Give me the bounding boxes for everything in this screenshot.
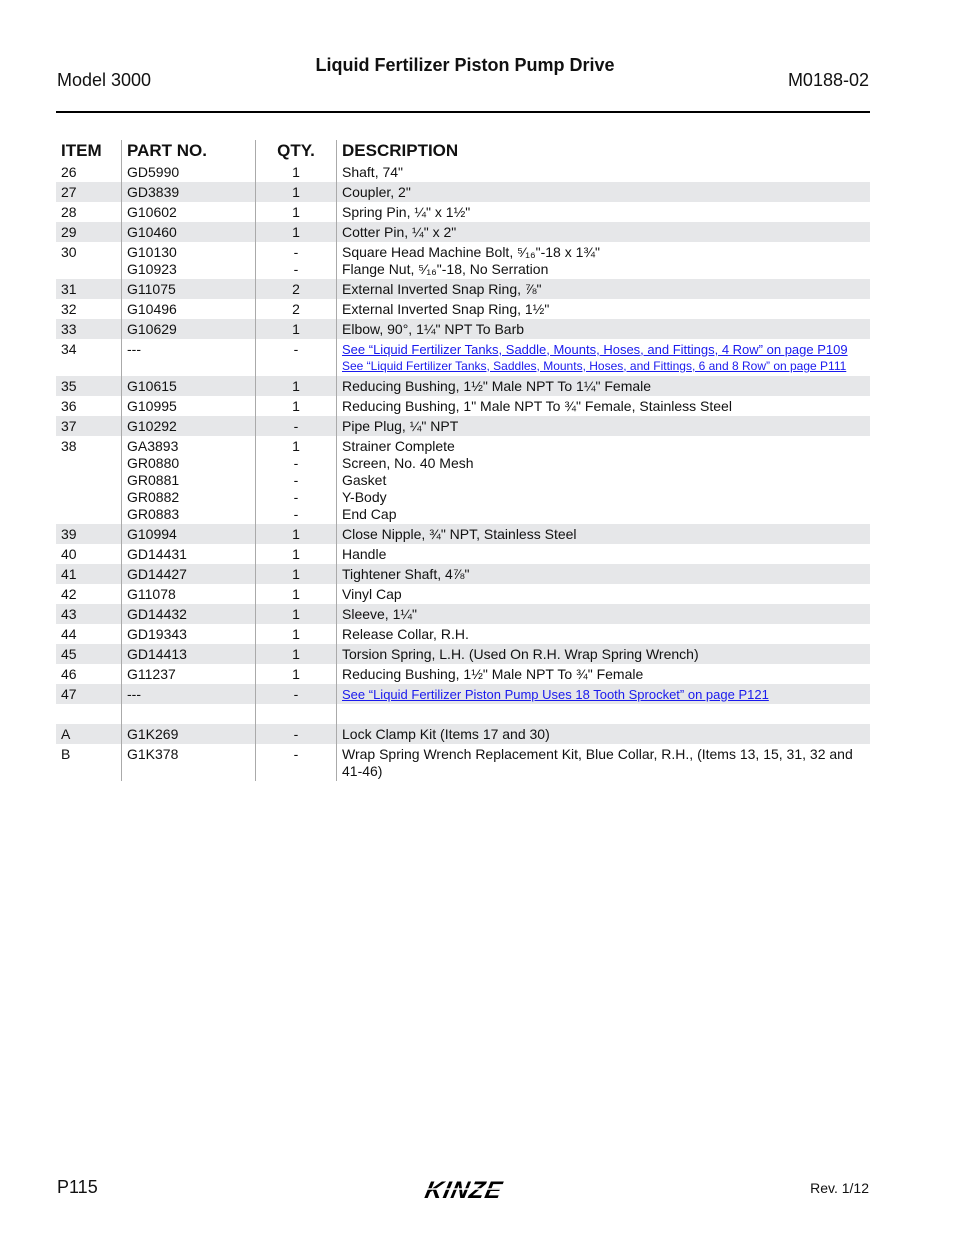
quantity-cell	[255, 664, 336, 684]
description: Reducing Bushing, 1" Male NPT To ¾" Female, Stainless Steel	[342, 397, 732, 414]
item-cell	[56, 162, 121, 182]
description: Spring Pin, ¼" x 1½"	[342, 203, 471, 220]
part-number-cell	[121, 299, 255, 319]
item-cell	[56, 604, 121, 624]
quantity-cell	[255, 279, 336, 299]
table-row	[56, 664, 870, 684]
quantity-cell	[255, 436, 336, 524]
quantity: 1	[292, 203, 300, 220]
column-header-part-no: PART NO.	[121, 140, 255, 163]
quantity: 2	[292, 300, 300, 317]
table-row	[56, 544, 870, 564]
description: External Inverted Snap Ring, 1½"	[342, 300, 550, 317]
item-cell	[56, 544, 121, 564]
part-number: G11237	[127, 665, 176, 682]
description-cell	[336, 744, 870, 781]
part-number-cell	[121, 182, 255, 202]
table-row	[56, 162, 870, 182]
table-row	[56, 436, 870, 524]
description: Coupler, 2"	[342, 183, 411, 200]
description-cell	[336, 242, 870, 279]
item-number: 35	[61, 377, 77, 394]
table-row	[56, 604, 870, 624]
item-number: 38	[61, 437, 77, 454]
quantity: -	[293, 417, 299, 434]
part-number: G10994	[127, 525, 177, 542]
part-number: ---	[127, 340, 141, 357]
item-cell	[56, 664, 121, 684]
description-cell	[336, 724, 870, 744]
description-cell	[336, 299, 870, 319]
part-number-cell	[121, 584, 255, 604]
quantity: 1	[292, 223, 300, 240]
quantity: -	[293, 685, 299, 702]
description-cell	[336, 319, 870, 339]
quantity: 1	[292, 585, 300, 602]
quantity: -	[293, 505, 299, 522]
description-cell	[336, 524, 870, 544]
item-cell	[56, 396, 121, 416]
quantity: 1	[292, 183, 300, 200]
description: Pipe Plug, ¼" NPT	[342, 417, 459, 434]
quantity: -	[293, 725, 299, 742]
quantity-cell	[255, 724, 336, 744]
part-number: GD14432	[127, 605, 187, 622]
part-number-cell	[121, 396, 255, 416]
description-cell	[336, 664, 870, 684]
description: Cotter Pin, ¼" x 2"	[342, 223, 457, 240]
item-cell	[56, 564, 121, 584]
table-body	[56, 162, 870, 781]
item-number: 32	[61, 300, 77, 317]
part-number: GR0882	[127, 488, 180, 505]
part-number-cell	[121, 436, 255, 524]
part-number: GD5990	[127, 163, 180, 180]
part-number-cell	[121, 222, 255, 242]
item-cell	[56, 744, 121, 781]
item-number: 39	[61, 525, 77, 542]
part-number-cell	[121, 664, 255, 684]
quantity-cell	[255, 222, 336, 242]
quantity: 1	[292, 437, 300, 454]
item-cell	[56, 524, 121, 544]
quantity: 1	[292, 163, 300, 180]
description: Strainer Complete	[342, 437, 455, 454]
item-number: 45	[61, 645, 77, 662]
description-cell	[336, 279, 870, 299]
item-number: 36	[61, 397, 77, 414]
item-cell	[56, 299, 121, 319]
quantity: 1	[292, 665, 300, 682]
part-number-cell	[121, 604, 255, 624]
quantity-cell	[255, 299, 336, 319]
item-number: 37	[61, 417, 77, 434]
revision-label: Rev. 1/12	[810, 1180, 869, 1196]
part-number-cell	[121, 544, 255, 564]
part-number: GD19343	[127, 625, 187, 642]
quantity: -	[293, 471, 299, 488]
quantity-cell	[255, 376, 336, 396]
quantity: 1	[292, 565, 300, 582]
quantity: 2	[292, 280, 300, 297]
item-cell	[56, 339, 121, 376]
table-row	[56, 624, 870, 644]
item-number: 42	[61, 585, 77, 602]
description-cell	[336, 436, 870, 524]
description-cell	[336, 396, 870, 416]
description-cell	[336, 202, 870, 222]
item-cell	[56, 724, 121, 744]
description: Screen, No. 40 Mesh	[342, 454, 474, 471]
item-number: 28	[61, 203, 77, 220]
part-number-cell	[121, 644, 255, 664]
item-cell	[56, 279, 121, 299]
part-number-cell	[121, 162, 255, 182]
kinze-logo	[403, 1176, 523, 1204]
quantity: 1	[292, 377, 300, 394]
description: External Inverted Snap Ring, ⅞"	[342, 280, 542, 297]
description: Wrap Spring Wrench Replacement Kit, Blue Collar, R.H., (Items 13, 15, 31, 32 and 41-46)	[342, 745, 853, 779]
quantity: 1	[292, 645, 300, 662]
description: Tightener Shaft, 4⅞"	[342, 565, 470, 582]
quantity: 1	[292, 625, 300, 642]
part-number: GR0880	[127, 454, 180, 471]
item-number: 34	[61, 340, 77, 357]
item-number: 47	[61, 685, 77, 702]
description: Handle	[342, 545, 387, 562]
quantity-cell	[255, 744, 336, 781]
description: Lock Clamp Kit (Items 17 and 30)	[342, 725, 550, 742]
description-cell	[336, 604, 870, 624]
column-header-qty: QTY.	[255, 140, 336, 163]
quantity: 1	[292, 605, 300, 622]
model-label: Model 3000	[57, 70, 152, 90]
cross-reference-link[interactable]: See “Liquid Fertilizer Piston Pump Uses 18 Tooth Sprocket” on page P121	[342, 686, 769, 702]
part-number: G10602	[127, 203, 177, 220]
quantity: -	[293, 454, 299, 471]
part-number: G10460	[127, 223, 177, 240]
part-number: ---	[127, 685, 141, 702]
part-number-cell	[121, 624, 255, 644]
table-row	[56, 376, 870, 396]
part-number: G11078	[127, 585, 176, 602]
description-cell	[336, 644, 870, 664]
part-number: G10292	[127, 417, 177, 434]
table-row	[56, 182, 870, 202]
table-row	[56, 299, 870, 319]
cross-reference-link[interactable]: See “Liquid Fertilizer Tanks, Saddle, Mounts, Hoses, and Fittings, 4 Row” on page P109	[342, 341, 848, 357]
quantity-cell	[255, 704, 336, 724]
quantity: 1	[292, 397, 300, 414]
item-number: 27	[61, 183, 77, 200]
quantity: -	[293, 243, 299, 260]
quantity-cell	[255, 339, 336, 376]
part-number: G10629	[127, 320, 177, 337]
part-number: GR0883	[127, 505, 180, 522]
item-cell	[56, 376, 121, 396]
part-number: GD14431	[127, 545, 187, 562]
table-header-row	[56, 138, 870, 162]
part-number-cell	[121, 319, 255, 339]
part-number: GD14413	[127, 645, 187, 662]
part-number-cell	[121, 564, 255, 584]
description-cell	[336, 416, 870, 436]
quantity: 1	[292, 320, 300, 337]
part-number-cell	[121, 524, 255, 544]
description: Vinyl Cap	[342, 585, 402, 602]
description: End Cap	[342, 505, 397, 522]
item-cell	[56, 436, 121, 524]
item-number: 30	[61, 243, 77, 260]
table-row	[56, 416, 870, 436]
table-row	[56, 564, 870, 584]
table-row	[56, 339, 870, 376]
quantity-cell	[255, 182, 336, 202]
table-row	[56, 222, 870, 242]
table-row	[56, 319, 870, 339]
item-number: 31	[61, 280, 77, 297]
part-number-cell	[121, 339, 255, 376]
quantity-cell	[255, 604, 336, 624]
part-number: G1K378	[127, 745, 179, 762]
item-cell	[56, 202, 121, 222]
table-row	[56, 584, 870, 604]
table-row	[56, 744, 870, 781]
description: Square Head Machine Bolt, ⁵⁄₁₆"-18 x 1¾"	[342, 243, 601, 260]
quantity-cell	[255, 162, 336, 182]
table-row	[56, 202, 870, 222]
part-number: G10923	[127, 260, 177, 277]
quantity-cell	[255, 396, 336, 416]
table-row	[56, 684, 870, 704]
item-cell	[56, 319, 121, 339]
quantity-cell	[255, 624, 336, 644]
table-row	[56, 279, 870, 299]
quantity-cell	[255, 544, 336, 564]
description-cell	[336, 584, 870, 604]
description-cell	[336, 376, 870, 396]
part-number: GR0881	[127, 471, 180, 488]
part-number-cell	[121, 416, 255, 436]
logo-text: KINZE	[422, 1177, 506, 1204]
part-number: GD14427	[127, 565, 187, 582]
description: Flange Nut, ⁵⁄₁₆"-18, No Serration	[342, 260, 549, 277]
item-cell	[56, 644, 121, 664]
description-cell	[336, 162, 870, 182]
part-number-cell	[121, 376, 255, 396]
item-number: 41	[61, 565, 77, 582]
cross-reference-link[interactable]: See “Liquid Fertilizer Tanks, Saddles, Mounts, Hoses, and Fittings, 6 and 8 Row” on page P111	[342, 358, 847, 373]
document-number: M0188-02	[787, 70, 869, 90]
part-number: GD3839	[127, 183, 180, 200]
quantity: -	[293, 488, 299, 505]
item-cell	[56, 416, 121, 436]
part-number: G10615	[127, 377, 177, 394]
description: Shaft, 74"	[342, 163, 404, 180]
item-number: 29	[61, 223, 77, 240]
part-number-cell	[121, 724, 255, 744]
quantity-cell	[255, 584, 336, 604]
description: Reducing Bushing, 1½" Male NPT To 1¼" Female	[342, 377, 652, 394]
quantity-cell	[255, 524, 336, 544]
item-cell	[56, 704, 121, 724]
item-cell	[56, 222, 121, 242]
description: Reducing Bushing, 1½" Male NPT To ¾" Female	[342, 665, 644, 682]
item-number: 43	[61, 605, 77, 622]
item-cell	[56, 624, 121, 644]
item-cell	[56, 182, 121, 202]
table-row	[56, 396, 870, 416]
table-row	[56, 724, 870, 744]
table-row	[56, 242, 870, 279]
description: Torsion Spring, L.H. (Used On R.H. Wrap Spring Wrench)	[342, 645, 699, 662]
page-title: Liquid Fertilizer Piston Pump Drive	[315, 55, 615, 75]
item-cell	[56, 684, 121, 704]
quantity: 1	[292, 525, 300, 542]
part-number-cell	[121, 242, 255, 279]
description: Release Collar, R.H.	[342, 625, 469, 642]
column-header-item: ITEM	[61, 141, 102, 160]
quantity-cell	[255, 319, 336, 339]
description-cell	[336, 624, 870, 644]
item-number: B	[61, 745, 71, 762]
column-header-description: DESCRIPTION	[336, 140, 870, 163]
item-number: 46	[61, 665, 77, 682]
description: Y-Body	[342, 488, 387, 505]
item-cell	[56, 584, 121, 604]
item-number: 33	[61, 320, 77, 337]
item-number: A	[61, 725, 71, 742]
description-cell	[336, 564, 870, 584]
quantity-cell	[255, 684, 336, 704]
quantity-cell	[255, 202, 336, 222]
part-number: G11075	[127, 280, 176, 297]
table-row	[56, 644, 870, 664]
part-number: G1K269	[127, 725, 179, 742]
part-number: G10995	[127, 397, 177, 414]
description-cell	[336, 704, 870, 724]
part-number-cell	[121, 202, 255, 222]
part-number-cell	[121, 744, 255, 781]
table-row	[56, 704, 870, 724]
description-cell	[336, 684, 870, 704]
item-number: 44	[61, 625, 77, 642]
description-cell	[336, 182, 870, 202]
description-cell	[336, 544, 870, 564]
quantity-cell	[255, 242, 336, 279]
quantity-cell	[255, 416, 336, 436]
description-cell	[336, 222, 870, 242]
description: Elbow, 90°, 1¼" NPT To Barb	[342, 320, 525, 337]
quantity: -	[293, 260, 299, 277]
part-number: G10130	[127, 243, 177, 260]
part-number: G10496	[127, 300, 177, 317]
parts-table	[56, 138, 870, 781]
quantity-cell	[255, 644, 336, 664]
description-cell	[336, 339, 870, 376]
item-number: 26	[61, 163, 77, 180]
quantity: -	[293, 340, 299, 357]
quantity: -	[293, 745, 299, 762]
quantity: 1	[292, 545, 300, 562]
part-number: GA3893	[127, 437, 179, 454]
part-number-cell	[121, 684, 255, 704]
part-number-cell	[121, 279, 255, 299]
description: Gasket	[342, 471, 387, 488]
quantity-cell	[255, 564, 336, 584]
item-cell	[56, 242, 121, 279]
item-number: 40	[61, 545, 77, 562]
description: Sleeve, 1¼"	[342, 605, 418, 622]
part-number-cell	[121, 704, 255, 724]
description: Close Nipple, ¾" NPT, Stainless Steel	[342, 525, 577, 542]
page-number: P115	[57, 1177, 98, 1197]
table-row	[56, 524, 870, 544]
header-divider	[56, 111, 870, 113]
